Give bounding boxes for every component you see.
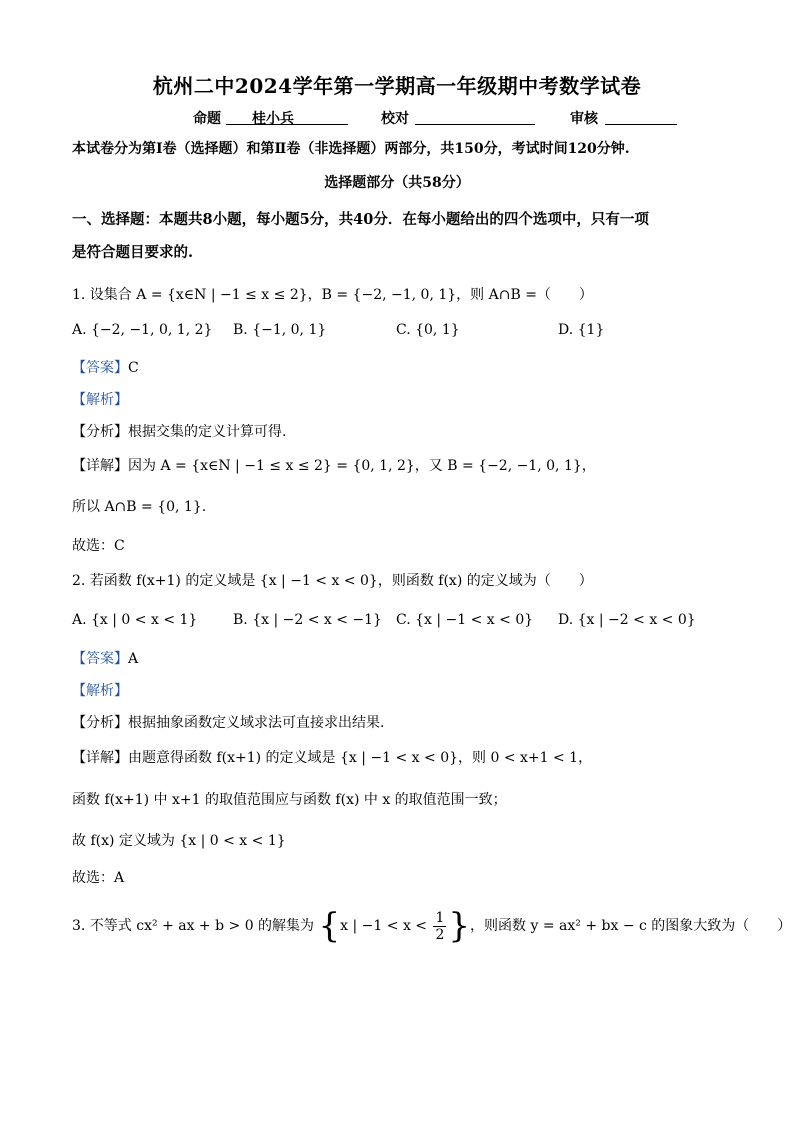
q1-answer-value: C [128, 360, 139, 376]
page-title: 杭州二中2024学年第一学期高一年级期中考数学试卷 [152, 74, 642, 98]
author-name: 桂小兵 [252, 111, 294, 127]
analysis-label: 【分析】 [72, 424, 128, 440]
q1-analysis-text: 根据交集的定义计算可得. [128, 424, 287, 440]
q1-option-a: A. {−2, −1, 0, 1, 2} [72, 322, 213, 338]
q1-answer [72, 358, 139, 378]
q2-option-d: D. {x | −2 < x < 0} [558, 612, 696, 628]
q2-analysis-text: 根据抽象函数定义域求法可直接求出结果. [128, 715, 385, 731]
review-label: 审核 [570, 111, 598, 127]
q2-conclusion: 故选：A [72, 870, 125, 886]
detail-label: 【详解】 [72, 750, 128, 766]
q2-explain-label: 【解析】 [72, 683, 128, 699]
part-heading: 选择题部分（共58分） [324, 175, 470, 191]
detail-label: 【详解】 [72, 458, 128, 474]
proof-label: 校对 [381, 111, 409, 127]
q2-detail-text: 由题意得函数 f(x+1) 的定义域是 {x | −1 < x < 0}，则 0 < x+1 < 1， [128, 750, 593, 766]
q2-detail [72, 748, 592, 768]
q3-stem [72, 904, 791, 948]
q3-brace-close: } [448, 906, 471, 946]
q3-brace-open: { [318, 906, 341, 946]
q1-option-c: C. {0, 1} [396, 322, 460, 338]
q2-option-b: B. {x | −2 < x < −1} [233, 612, 382, 628]
q1-detail-line2: 所以 A∩B = {0, 1}. [72, 499, 207, 515]
q3-frac-num: 1 [435, 909, 445, 926]
analysis-label: 【分析】 [72, 715, 128, 731]
q1-option-b: B. {−1, 0, 1} [233, 322, 327, 338]
section-heading-line2: 是符合题目要求的. [72, 244, 194, 261]
section-heading-line1: 一、选择题：本题共8小题，每小题5分，共40分．在每小题给出的四个选项中，只有一项 [72, 211, 649, 228]
q1-detail-text: 因为 A = {x∈N | −1 ≤ x ≤ 2} = {0, 1, 2}，又 B = {−2, −1, 0, 1}， [128, 458, 596, 474]
q1-analysis [72, 422, 286, 442]
q1-explain-label: 【解析】 [72, 392, 128, 408]
q1-option-d: D. {1} [558, 322, 605, 338]
q3-frac-den: 2 [435, 926, 445, 943]
q3-stem-a: 3. 不等式 cx² + ax + b > 0 的解集为 [72, 918, 315, 934]
q2-stem: 2. 若函数 f(x+1) 的定义域是 {x | −1 < x < 0}，则函数 f(x) 的定义域为（ ） [72, 573, 593, 589]
q2-detail-line2: 函数 f(x+1) 中 x+1 的取值范围应与函数 f(x) 中 x 的取值范围一致； [72, 792, 507, 808]
q2-answer-value: A [128, 651, 139, 667]
answer-label: 【答案】 [72, 651, 128, 667]
q2-option-c: C. {x | −1 < x < 0} [396, 612, 534, 628]
q2-option-a: A. {x | 0 < x < 1} [72, 612, 198, 628]
q3-set-body: x | −1 < x < [340, 918, 428, 934]
q1-detail [72, 456, 596, 476]
q1-conclusion: 故选：C [72, 538, 125, 554]
intro-line: 本试卷分为第Ⅰ卷（选择题）和第Ⅱ卷（非选择题）两部分，共150分，考试时间120分钟. [72, 141, 630, 157]
q2-analysis [72, 713, 384, 733]
answer-label: 【答案】 [72, 360, 128, 376]
q3-stem-c: ，则函数 y = ax² + bx − c 的图象大致为（ ） [470, 918, 792, 934]
q2-detail-line3: 故 f(x) 定义域为 {x | 0 < x < 1} [72, 833, 286, 849]
q1-stem: 1. 设集合 A = {x∈N | −1 ≤ x ≤ 2}，B = {−2, −1, 0, 1}，则 A∩B =（ ） [72, 287, 593, 303]
author-label: 命题 [193, 111, 221, 127]
q2-answer [72, 649, 138, 669]
q3-fraction [433, 910, 446, 943]
